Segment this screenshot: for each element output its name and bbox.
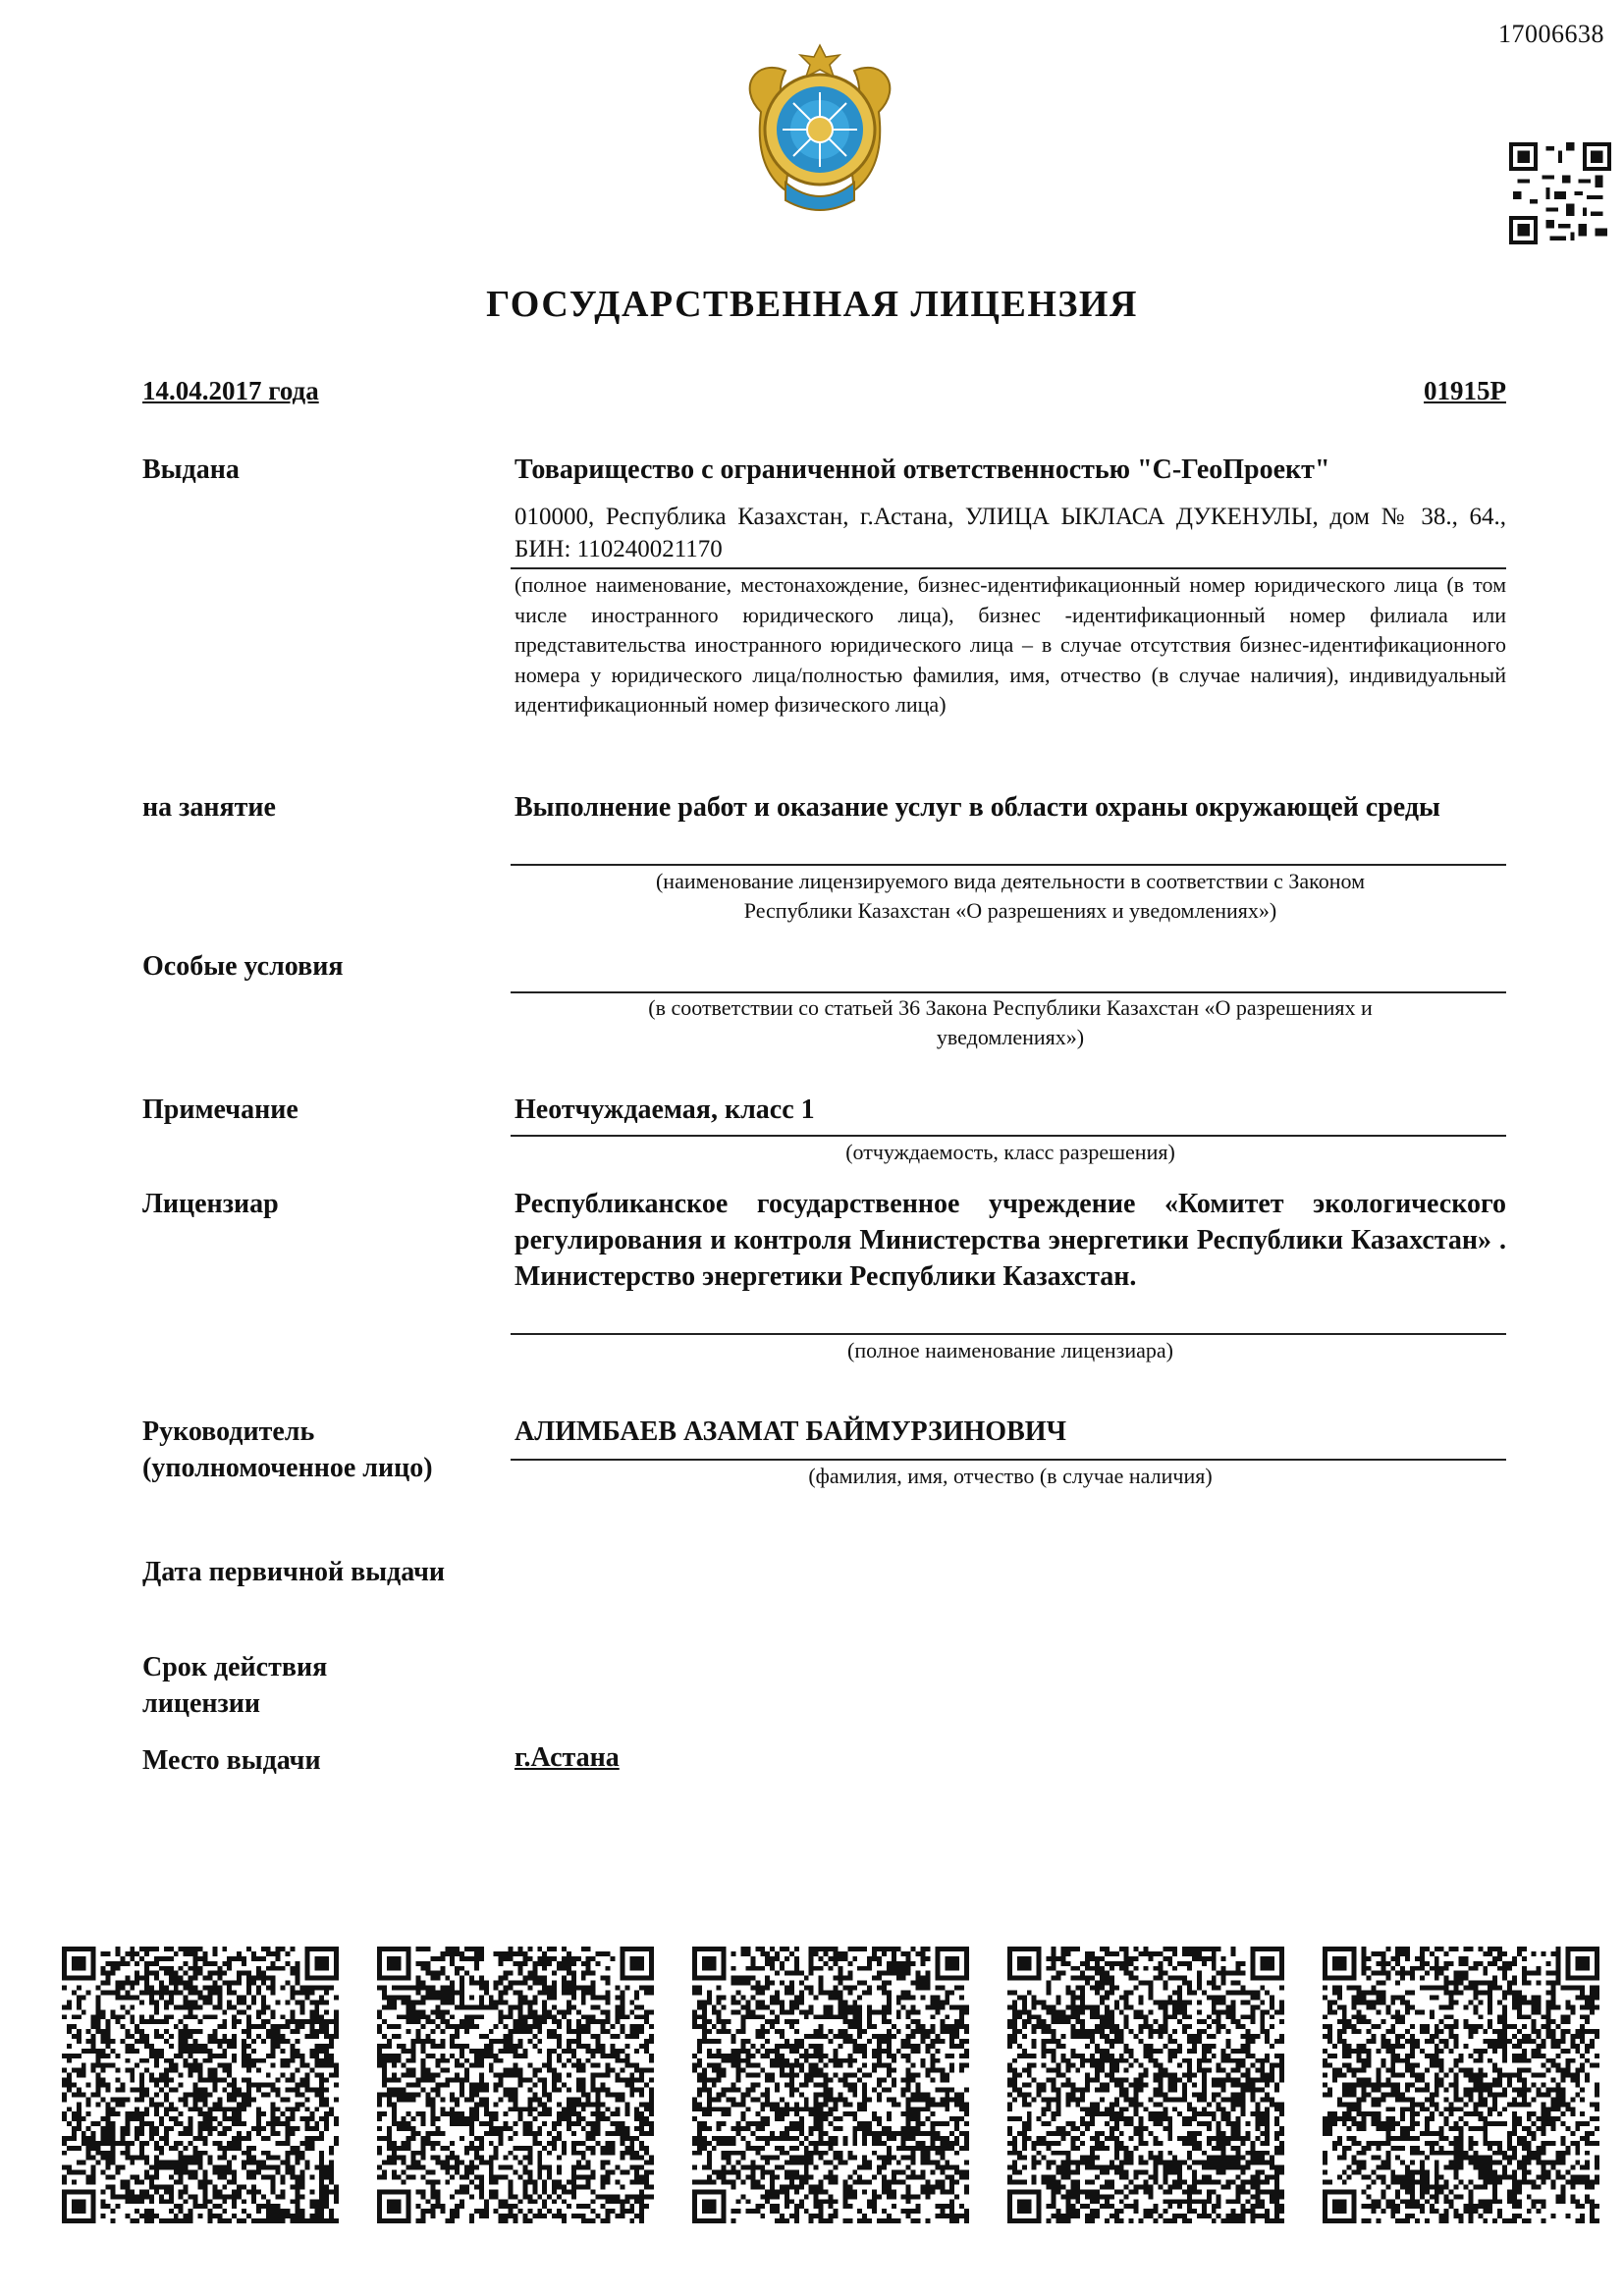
special-conditions-label: Особые условия xyxy=(142,951,344,982)
qr-code-icon xyxy=(62,1947,339,2223)
issued-to-label: Выдана xyxy=(142,454,240,485)
head-caption: (фамилия, имя, отчество (в случае наличия) xyxy=(808,1464,1213,1488)
divider xyxy=(511,567,1506,569)
special-conditions-caption-line1: (в соответствии со статьей 36 Закона Республики Казахстан «О разрешениях и xyxy=(648,995,1373,1020)
place-value: г.Астана xyxy=(514,1742,620,1773)
document-title: ГОСУДАРСТВЕННАЯ ЛИЦЕНЗИЯ xyxy=(486,284,1138,325)
licensee-address: 010000, Республика Казахстан, г.Астана, УЛИЦА ЫКЛАСА ДУКЕНУЛЫ, дом № 38., 64., БИН: 110240021170 xyxy=(514,504,1506,562)
state-emblem-icon xyxy=(731,43,908,220)
issue-date: 14.04.2017 года xyxy=(142,376,319,405)
activity-caption-line1: (наименование лицензируемого вида деятельности в соответствии с Законом xyxy=(655,869,1366,893)
validity-label-line2: лицензии xyxy=(142,1688,261,1719)
divider xyxy=(511,1333,1506,1335)
qr-code-icon xyxy=(1509,142,1611,244)
divider xyxy=(511,1135,1506,1137)
first-issue-label: Дата первичной выдачи xyxy=(142,1557,446,1587)
head-label-line2: (уполномоченное лицо) xyxy=(142,1453,433,1483)
divider xyxy=(511,864,1506,866)
qr-code-icon xyxy=(692,1947,969,2223)
licensee-name: Товарищество с ограниченной ответственностью "С-ГеоПроект" xyxy=(514,454,1330,485)
special-conditions-caption-line2: уведомлениях») xyxy=(936,1025,1085,1049)
licensor-label: Лицензиар xyxy=(142,1189,279,1219)
place-label: Место выдачи xyxy=(142,1745,321,1776)
note-label: Примечание xyxy=(142,1095,298,1125)
validity-label-line1: Срок действия xyxy=(142,1652,328,1682)
licensee-caption: (полное наименование, местонахождение, бизнес-идентификационный номер юридического лица (в том числе иностранного юридического лица), бизнес -идентификационный номер филиала или представительства иностранного юридического лица – в случае отсутствия бизнес-идентификационного номера у юридического лица/полностью фамилия, имя, отчество (в случае наличия), индивидуальный идентификационный номер физического лица) xyxy=(514,572,1506,717)
head-label-line1: Руководитель xyxy=(142,1416,315,1447)
document-number: 17006638 xyxy=(1498,20,1604,48)
qr-code-icon xyxy=(1323,1947,1599,2223)
activity-label: на занятие xyxy=(142,792,276,823)
licensor-caption: (полное наименование лицензиара) xyxy=(847,1338,1173,1362)
head-value: АЛИМБАЕВ АЗАМАТ БАЙМУРЗИНОВИЧ xyxy=(514,1416,1067,1447)
activity-value: Выполнение работ и оказание услуг в области охраны окружающей среды xyxy=(514,792,1440,823)
note-value: Неотчуждаемая, класс 1 xyxy=(514,1095,815,1125)
divider xyxy=(511,1459,1506,1461)
qr-code-icon xyxy=(377,1947,654,2223)
licensor-value: Республиканское государственное учреждение «Комитет экологического регулирования и контроля Министерства энергетики Республики Казахстан» . Министерство энергетики Республики Казахстан. xyxy=(514,1189,1506,1292)
qr-code-icon xyxy=(1007,1947,1284,2223)
activity-caption-line2: Республики Казахстан «О разрешениях и уведомлениях») xyxy=(743,898,1277,923)
note-caption: (отчуждаемость, класс разрешения) xyxy=(845,1140,1175,1164)
license-number: 01915Р xyxy=(1424,376,1506,405)
